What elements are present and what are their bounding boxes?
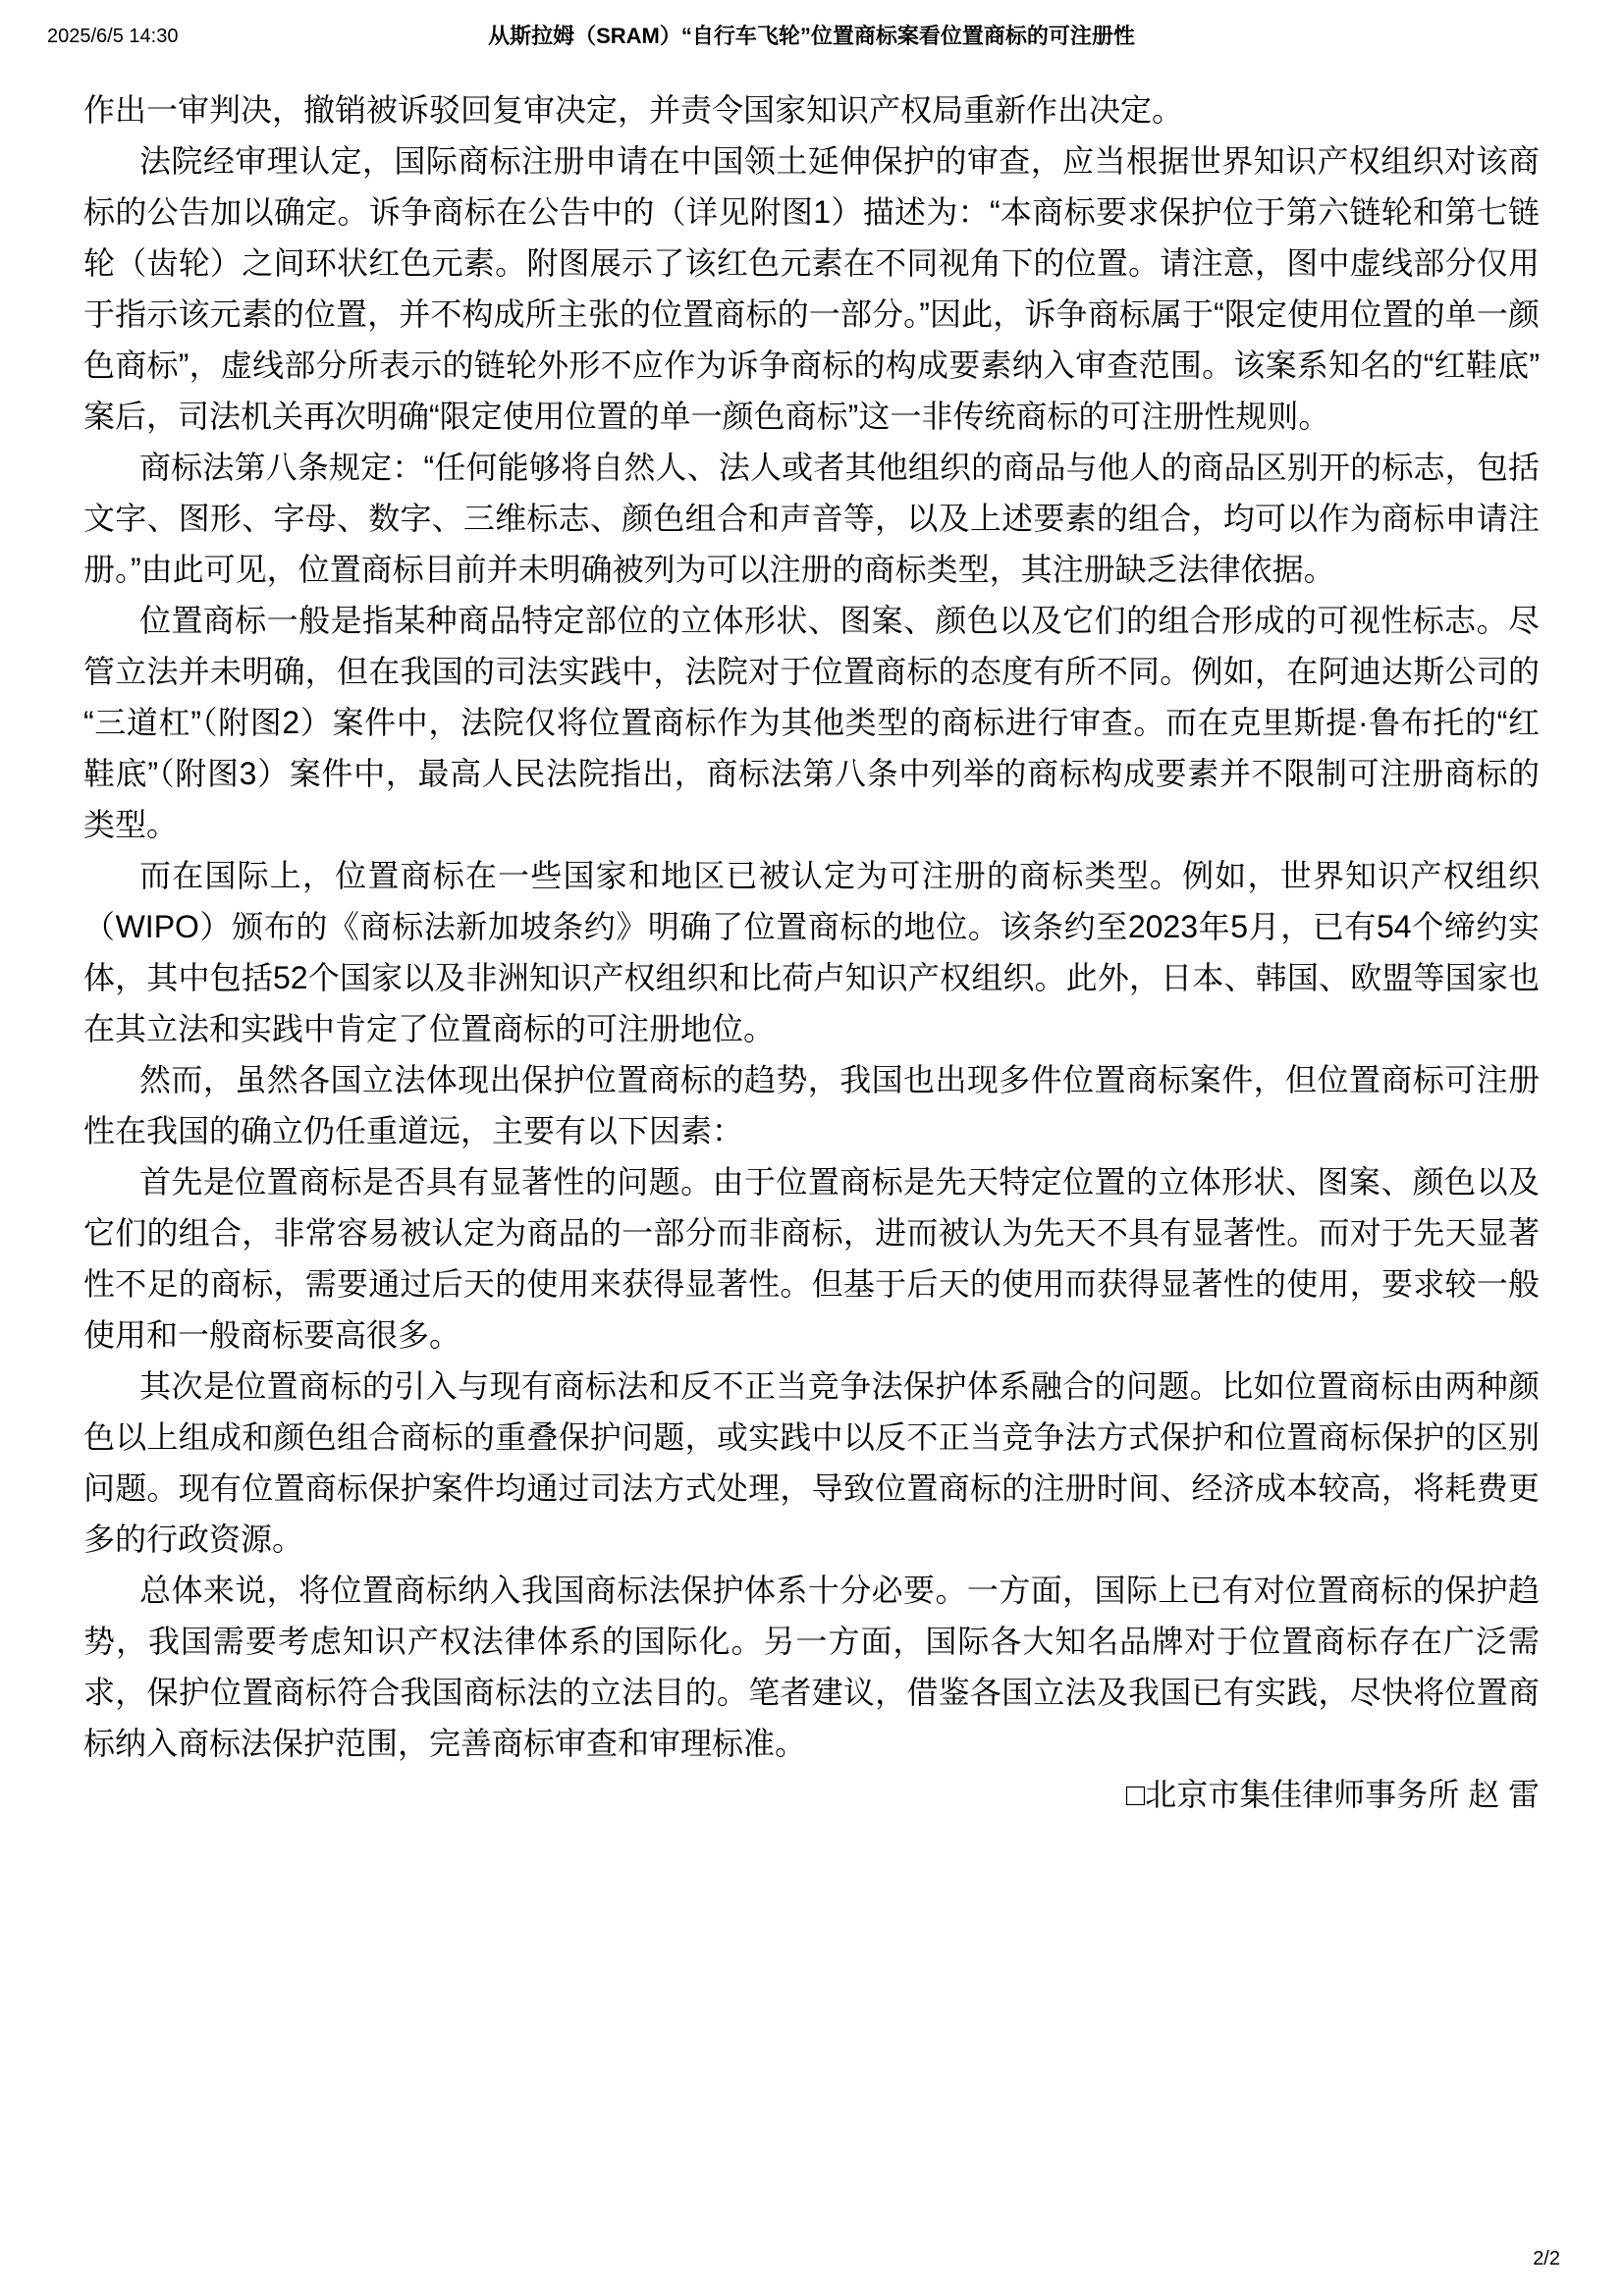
print-header: [0, 22, 1623, 55]
document-title: 从斯拉姆（SRAM）“自行车飞轮”位置商标案看位置商标的可注册性: [488, 24, 1135, 48]
page-number: 2/2: [1533, 2248, 1560, 2269]
paragraph: 而在国际上，位置商标在一些国家和地区已被认定为可注册的商标类型。例如，世界知识产权组织（WIPO）颁布的《商标法新加坡条约》明确了位置商标的地位。该条约至2023年5月，已有54个缔约实体，其中包括52个国家以及非洲知识产权组织和比荷卢知识产权组织。此外，日本、韩国、欧盟等国家也在其立法和实践中肯定了位置商标的可注册地位。: [83, 858, 1540, 1046]
author-signature: □北京市集佳律师事务所 赵 雷: [1125, 1777, 1540, 1812]
paragraph: 总体来说，将位置商标纳入我国商标法保护体系十分必要。一方面，国际上已有对位置商标的保护趋势，我国需要考虑知识产权法律体系的国际化。另一方面，国际各大知名品牌对于位置商标存在广泛需求，保护位置商标符合我国商标法的立法目的。笔者建议，借鉴各国立法及我国已有实践，尽快将位置商标纳入商标法保护范围，完善商标审查和审理标准。: [83, 1573, 1540, 1761]
paragraph: 法院经审理认定，国际商标注册申请在中国领土延伸保护的审查，应当根据世界知识产权组织对该商标的公告加以确定。诉争商标在公告中的（详见附图1）描述为：“本商标要求保护位于第六链轮和第七链轮（齿轮）之间环状红色元素。附图展示了该红色元素在不同视角下的位置。请注意，图中虚线部分仅用于指示该元素的位置，并不构成所主张的位置商标的一部分。”因此，诉争商标属于“限定使用位置的单一颜色商标”，虚线部分所表示的链轮外形不应作为诉争商标的构成要素纳入审查范围。该案系知名的“红鞋底”案后，司法机关再次明确“限定使用位置的单一颜色商标”这一非传统商标的可注册性规则。: [83, 143, 1540, 434]
paragraph: 其次是位置商标的引入与现有商标法和反不正当竞争法保护体系融合的问题。比如位置商标由两种颜色以上组成和颜色组合商标的重叠保护问题，或实践中以反不正当竞争法方式保护和位置商标保护的区别问题。现有位置商标保护案件均通过司法方式处理，导致位置商标的注册时间、经济成本较高，将耗费更多的行政资源。: [83, 1368, 1540, 1557]
paragraph-container: [83, 84, 1540, 1769]
paragraph: 商标法第八条规定：“任何能够将自然人、法人或者其他组织的商品与他人的商品区别开的标志，包括文字、图形、字母、数字、三维标志、颜色组合和声音等，以及上述要素的组合，均可以作为商标申请注册。”由此可见，位置商标目前并未明确被列为可以注册的商标类型，其注册缺乏法律依据。: [83, 450, 1540, 587]
print-footer: [1533, 2248, 1560, 2270]
paragraph: 首先是位置商标是否具有显著性的问题。由于位置商标是先天特定位置的立体形状、图案、颜色以及它们的组合，非常容易被认定为商品的一部分而非商标，进而被认为先天不具有显著性。而对于先天显著性不足的商标，需要通过后天的使用来获得显著性。但基于后天的使用而获得显著性的使用，要求较一般使用和一般商标要高很多。: [83, 1164, 1540, 1353]
article-body: [83, 84, 1540, 1820]
paragraph: 然而，虽然各国立法体现出保护位置商标的趋势，我国也出现多件位置商标案件，但位置商标可注册性在我国的确立仍任重道远，主要有以下因素：: [83, 1062, 1540, 1148]
print-timestamp: 2025/6/5 14:30: [47, 26, 179, 47]
paragraph: 作出一审判决，撤销被诉驳回复审决定，并责令国家知识产权局重新作出决定。: [83, 92, 1184, 128]
paragraph: 位置商标一般是指某种商品特定部位的立体形状、图案、颜色以及它们的组合形成的可视性标志。尽管立法并未明确，但在我国的司法实践中，法院对于位置商标的态度有所不同。例如，在阿迪达斯公司的“三道杠”（附图2）案件中，法院仅将位置商标作为其他类型的商标进行审查。而在克里斯提·鲁布托的“红鞋底”（附图3）案件中，最高人民法院指出，商标法第八条中列举的商标构成要素并不限制可注册商标的类型。: [83, 603, 1540, 842]
